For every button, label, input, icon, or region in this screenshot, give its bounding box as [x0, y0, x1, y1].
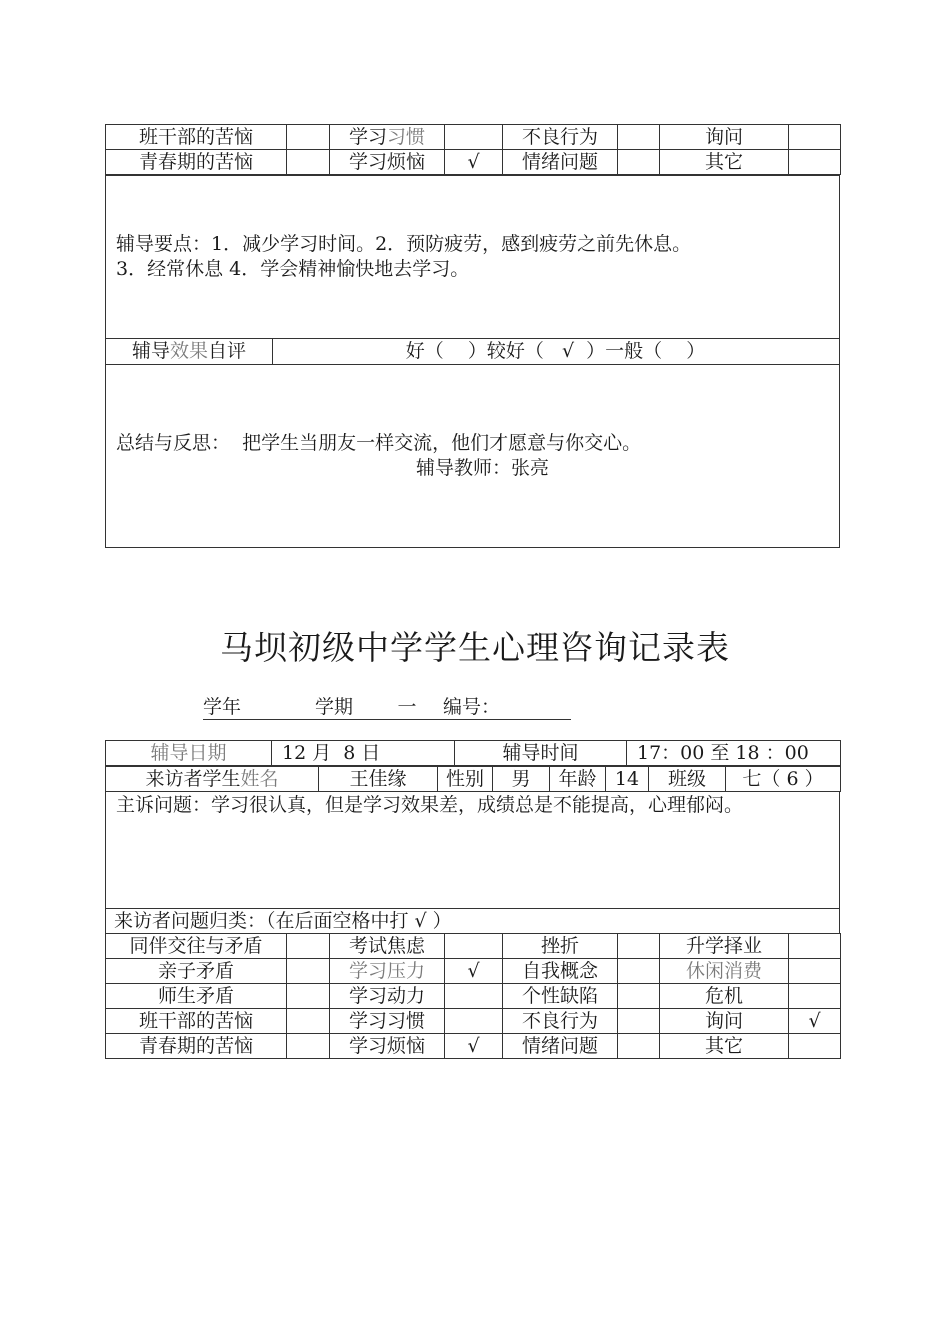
check-cell[interactable]: [287, 150, 330, 175]
table-row: [106, 767, 841, 792]
check-cell[interactable]: [287, 959, 330, 984]
check-cell[interactable]: [445, 1009, 503, 1034]
info-table-row-2: [105, 766, 841, 792]
check-cell[interactable]: [445, 934, 503, 959]
table-row: [106, 959, 841, 984]
category-cell: 青春期的苦恼: [106, 1034, 287, 1059]
category-header: [105, 908, 840, 934]
category-cell: 青春期的苦恼: [106, 150, 287, 175]
info-table-row-1: [105, 740, 841, 766]
category-cell: 学习习惯: [330, 125, 445, 150]
name-label: 来访者学生姓名: [106, 767, 319, 792]
complaint-text[interactable]: 主诉问题：学习很认真，但是学习效果差，成绩总是不能提高，心理郁闷。: [116, 794, 744, 816]
check-cell[interactable]: [287, 1009, 330, 1034]
teacher-signature: 辅导教师：张亮: [416, 457, 550, 479]
category-cell: 危机: [660, 984, 789, 1009]
check-cell[interactable]: [287, 934, 330, 959]
table-row: [106, 1034, 841, 1059]
category-cell: 班干部的苦恼: [106, 125, 287, 150]
table-row: [106, 741, 841, 766]
gender-value[interactable]: 男: [493, 767, 550, 792]
category-cell: 情绪问题: [503, 1034, 618, 1059]
category-cell: 休闲消费: [660, 959, 789, 984]
category-cell: 不良行为: [503, 1009, 618, 1034]
check-cell[interactable]: [618, 959, 660, 984]
gender-label: 性别: [438, 767, 493, 792]
age-value[interactable]: 14: [606, 767, 649, 792]
summary-block: [105, 364, 840, 548]
age-label: 年龄: [550, 767, 606, 792]
category-cell: 自我概念: [503, 959, 618, 984]
category-cell: 考试焦虑: [330, 934, 445, 959]
check-cell[interactable]: [789, 1034, 841, 1059]
date-value[interactable]: 12 月 8 日: [272, 741, 455, 766]
check-cell[interactable]: √: [445, 959, 503, 984]
check-cell[interactable]: [789, 125, 841, 150]
category-cell: 学习压力: [330, 959, 445, 984]
category-cell: 其它: [660, 1034, 789, 1059]
check-cell[interactable]: [789, 934, 841, 959]
check-cell[interactable]: [789, 984, 841, 1009]
table-row: [106, 150, 841, 175]
category-cell: 不良行为: [503, 125, 618, 150]
category-table: [105, 933, 841, 1059]
check-cell[interactable]: [618, 125, 660, 150]
check-cell[interactable]: [287, 984, 330, 1009]
evaluation-options[interactable]: 好（ ）较好（ √ ）一般（ ）: [405, 340, 706, 362]
complaint-block: [105, 791, 840, 909]
category-cell: 询问: [660, 125, 789, 150]
time-value[interactable]: 17：00 至 18 ：00: [627, 741, 841, 766]
check-cell[interactable]: [287, 1034, 330, 1059]
category-cell: 学习烦恼: [330, 1034, 445, 1059]
category-cell: 其它: [660, 150, 789, 175]
date-label: 辅导日期: [106, 741, 272, 766]
category-cell: 升学择业: [660, 934, 789, 959]
class-value[interactable]: 七（ 6 ）: [726, 767, 841, 792]
page-title: 马坝初级中学学生心理咨询记录表: [220, 628, 730, 667]
check-cell[interactable]: √: [789, 1009, 841, 1034]
name-value[interactable]: 王佳缘: [319, 767, 438, 792]
term-value: 一: [371, 692, 443, 720]
table-row: [106, 934, 841, 959]
category-cell: 询问: [660, 1009, 789, 1034]
category-cell: 学习烦恼: [330, 150, 445, 175]
check-cell[interactable]: [618, 1009, 660, 1034]
check-cell[interactable]: [618, 1034, 660, 1059]
table-row: [106, 1009, 841, 1034]
term-label: 学期: [315, 692, 371, 720]
check-cell[interactable]: [445, 984, 503, 1009]
category-cell: 学习习惯: [330, 1009, 445, 1034]
guidance-block: [105, 175, 840, 339]
category-cell: 个性缺陷: [503, 984, 618, 1009]
top-category-table: [105, 124, 841, 175]
year-label: 学年: [203, 692, 315, 720]
check-cell[interactable]: [618, 984, 660, 1009]
category-cell: 师生矛盾: [106, 984, 287, 1009]
category-cell: 学习动力: [330, 984, 445, 1009]
category-cell: 情绪问题: [503, 150, 618, 175]
check-cell[interactable]: [287, 125, 330, 150]
check-cell[interactable]: [618, 934, 660, 959]
table-row: [106, 984, 841, 1009]
check-cell[interactable]: [618, 150, 660, 175]
evaluation-row: [105, 338, 840, 365]
term-line: [203, 692, 571, 720]
class-label: 班级: [649, 767, 726, 792]
summary-line: 总结与反思： 把学生当朋友一样交流，他们才愿意与你交心。: [116, 432, 642, 454]
category-cell: 班干部的苦恼: [106, 1009, 287, 1034]
category-cell: 亲子矛盾: [106, 959, 287, 984]
category-header-text: 来访者问题归类：（在后面空格中打 √ ）: [114, 910, 452, 932]
check-cell[interactable]: [789, 959, 841, 984]
guidance-line-2: 3．经常休息 4．学会精神愉快地去学习。: [116, 258, 470, 280]
check-cell[interactable]: [789, 150, 841, 175]
time-label: 辅导时间: [455, 741, 627, 766]
guidance-line-1: 辅导要点：1．减少学习时间。2．预防疲劳，感到疲劳之前先休息。: [116, 233, 692, 255]
number-label: 编号：: [443, 692, 571, 720]
category-cell: 挫折: [503, 934, 618, 959]
check-cell[interactable]: √: [445, 1034, 503, 1059]
check-cell[interactable]: [445, 125, 503, 150]
table-row: [106, 125, 841, 150]
check-cell[interactable]: √: [445, 150, 503, 175]
evaluation-label: 辅导效果自评: [106, 339, 273, 364]
category-cell: 同伴交往与矛盾: [106, 934, 287, 959]
